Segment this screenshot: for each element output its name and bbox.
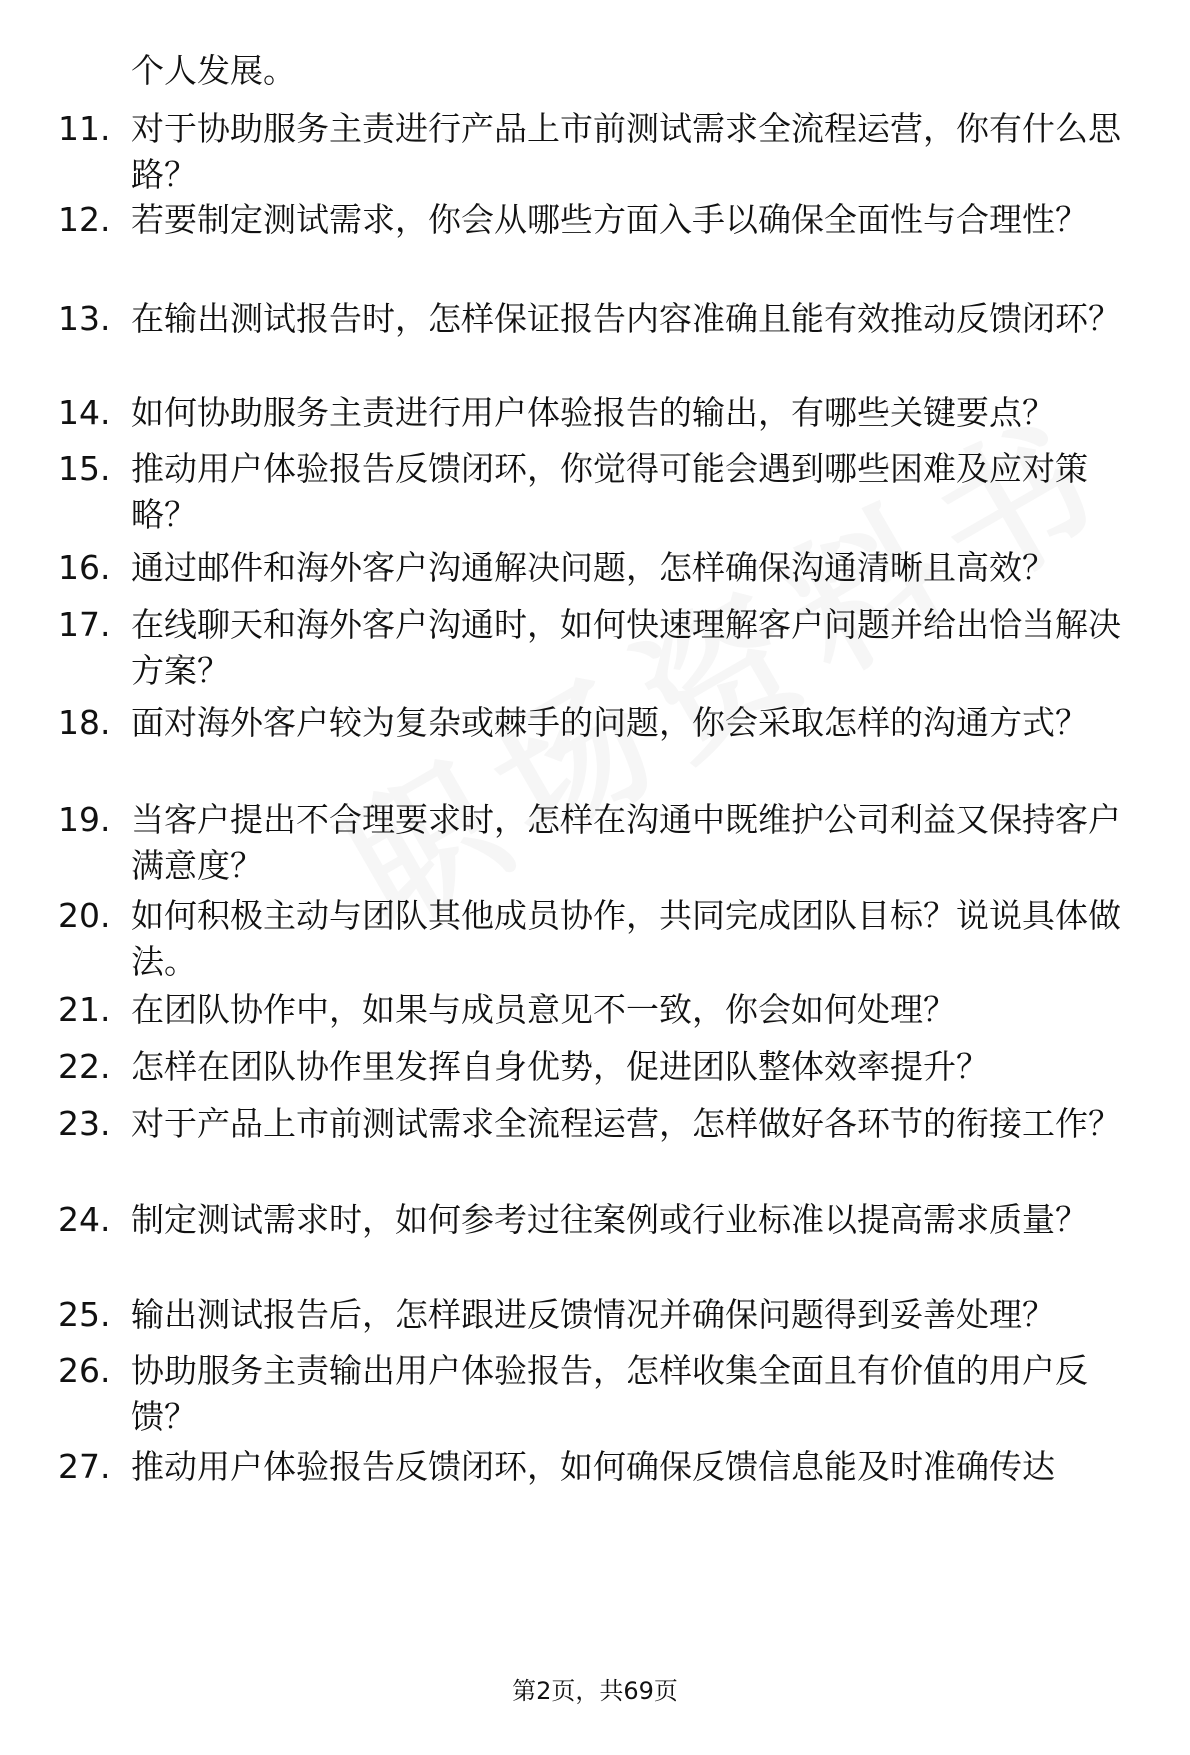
question-number: 26. (58, 1351, 111, 1390)
question-number: 25. (58, 1295, 111, 1334)
question-number: 27. (58, 1447, 111, 1486)
continuation-text: 个人发展。 (131, 51, 296, 90)
question-text: 若要制定测试需求，你会从哪些方面入手以确保全面性与合理性？ (131, 200, 1088, 239)
question-text: 在线聊天和海外客户沟通时，如何快速理解客户问题并给出恰当解决方案？ (131, 605, 1121, 690)
question-number: 20. (58, 896, 111, 935)
question-text: 制定测试需求时，如何参考过往案例或行业标准以提高需求质量？ (131, 1200, 1088, 1239)
question-text: 对于协助服务主责进行产品上市前测试需求全流程运营，你有什么思路？ (131, 109, 1121, 194)
question-text: 在输出测试报告时，怎样保证报告内容准确且能有效推动反馈闭环？ (131, 299, 1121, 338)
question-text: 推动用户体验报告反馈闭环，如何确保反馈信息能及时准确传达 (131, 1447, 1055, 1486)
question-text: 协助服务主责输出用户体验报告，怎样收集全面且有价值的用户反馈？ (131, 1351, 1088, 1436)
question-text: 对于产品上市前测试需求全流程运营，怎样做好各环节的衔接工作？ (131, 1104, 1121, 1143)
question-text: 输出测试报告后，怎样跟进反馈情况并确保问题得到妥善处理？ (131, 1295, 1055, 1334)
question-text: 在团队协作中，如果与成员意见不一致，你会如何处理？ (131, 990, 956, 1029)
question-number: 13. (58, 299, 111, 338)
question-number: 23. (58, 1104, 111, 1143)
question-text: 怎样在团队协作里发挥自身优势，促进团队整体效率提升？ (131, 1047, 989, 1086)
page-footer: 第2页，共69页 (512, 1677, 678, 1705)
question-text: 通过邮件和海外客户沟通解决问题，怎样确保沟通清晰且高效？ (131, 548, 1055, 587)
question-text: 如何协助服务主责进行用户体验报告的输出，有哪些关键要点？ (131, 393, 1055, 432)
question-number: 16. (58, 548, 111, 587)
question-text: 如何积极主动与团队其他成员协作，共同完成团队目标？说说具体做法。 (131, 896, 1121, 981)
question-number: 22. (58, 1047, 111, 1086)
question-number: 19. (58, 800, 111, 839)
question-number: 21. (58, 990, 111, 1029)
question-number: 11. (58, 109, 111, 148)
question-text: 面对海外客户较为复杂或棘手的问题，你会采取怎样的沟通方式？ (131, 703, 1088, 742)
question-text: 当客户提出不合理要求时，怎样在沟通中既维护公司利益又保持客户满意度？ (131, 800, 1121, 885)
question-number: 18. (58, 703, 111, 742)
question-text: 推动用户体验报告反馈闭环，你觉得可能会遇到哪些困难及应对策略？ (131, 449, 1088, 534)
question-number: 14. (58, 393, 111, 432)
question-number: 15. (58, 449, 111, 488)
question-number: 24. (58, 1200, 111, 1239)
question-number: 12. (58, 200, 111, 239)
question-number: 17. (58, 605, 111, 644)
